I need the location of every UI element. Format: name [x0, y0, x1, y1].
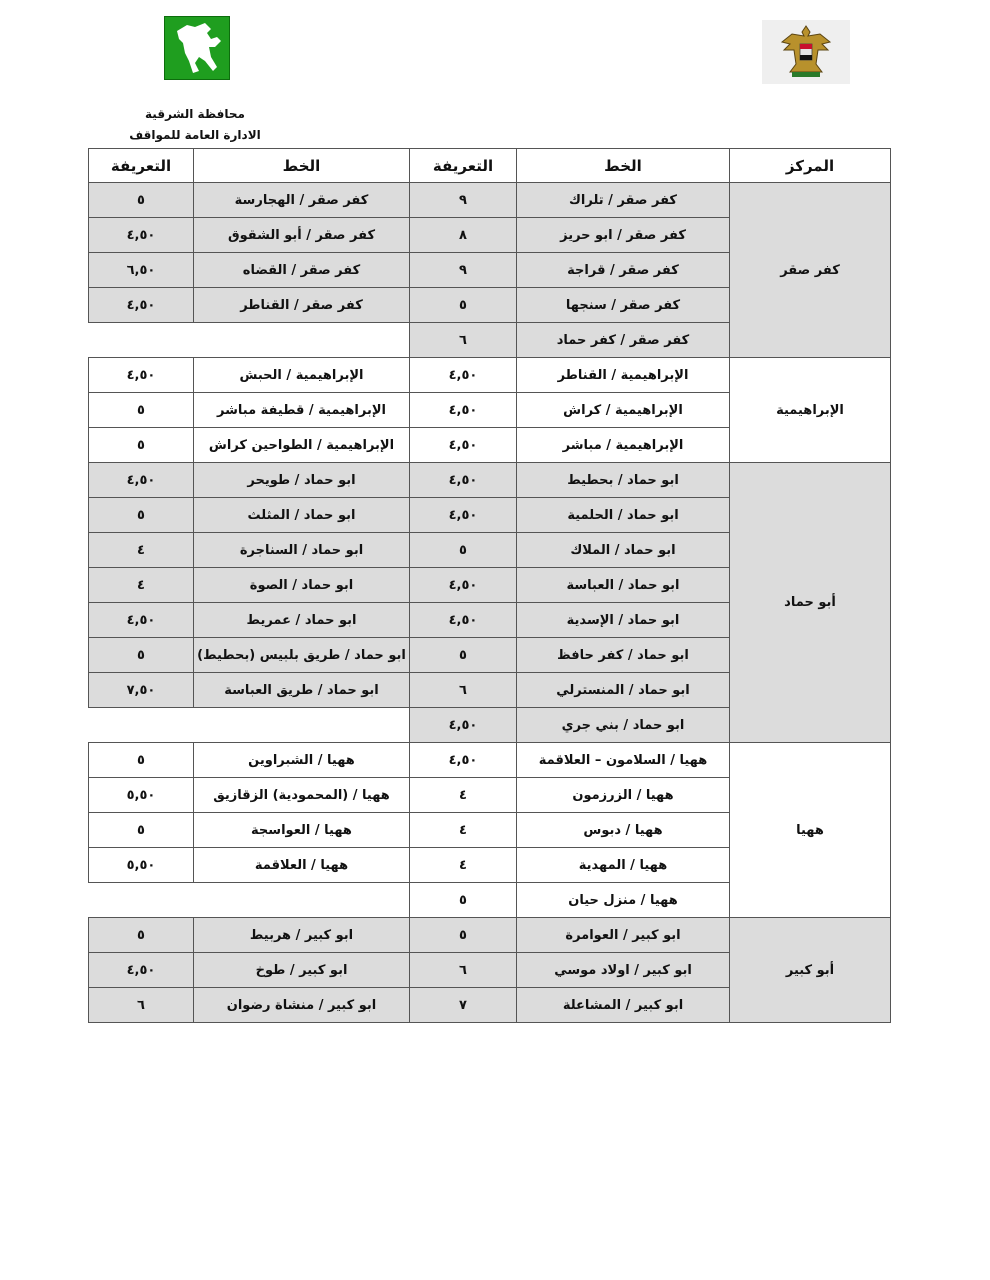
- fare-cell: ٤: [89, 568, 194, 603]
- fare-cell: ٧,٥٠: [89, 673, 194, 708]
- fare-cell: ٤,٥٠: [410, 743, 517, 778]
- table-row: [89, 183, 891, 218]
- fare-cell: ٤,٥٠: [410, 463, 517, 498]
- route-cell: ابو حماد / طويحر: [194, 463, 410, 498]
- fare-cell: ٤,٥٠: [410, 603, 517, 638]
- route-cell: ههيا / المهدية: [517, 848, 730, 883]
- route-cell: ههيا / (المحمودية) الزقازيق: [194, 778, 410, 813]
- route-cell: ابو حماد / العباسة: [517, 568, 730, 603]
- empty-cell: [89, 323, 410, 358]
- empty-cell: [89, 708, 410, 743]
- fare-cell: ٦,٥٠: [89, 253, 194, 288]
- governorate-name: محافظة الشرقية: [145, 107, 245, 121]
- fare-cell: ٦: [410, 323, 517, 358]
- route-cell: ابو حماد / الإسدية: [517, 603, 730, 638]
- table-row: [89, 463, 891, 498]
- fare-cell: ٥: [89, 743, 194, 778]
- fare-cell: ٤: [410, 778, 517, 813]
- fare-cell: ٤,٥٠: [89, 603, 194, 638]
- route-cell: الإبراهيمية / الطواحين كراش: [194, 428, 410, 463]
- route-cell: ههيا / الشبراوين: [194, 743, 410, 778]
- markaz-cell: الإبراهيمية: [730, 358, 891, 463]
- route-cell: ههيا / الزرزمون: [517, 778, 730, 813]
- fare-cell: ٤,٥٠: [89, 463, 194, 498]
- horse-emblem-icon: [165, 17, 229, 79]
- route-cell: كفر صقر / القناطر: [194, 288, 410, 323]
- markaz-cell: ههيا: [730, 743, 891, 918]
- fare-cell: ٤,٥٠: [410, 393, 517, 428]
- route-cell: الإبراهيمية / الحبش: [194, 358, 410, 393]
- route-cell: كفر صقر / ابو حريز: [517, 218, 730, 253]
- route-cell: كفر صقر / قراجة: [517, 253, 730, 288]
- fare-cell: ٨: [410, 218, 517, 253]
- fare-cell: ٤,٥٠: [410, 358, 517, 393]
- route-cell: ابو كبير / المشاعلة: [517, 988, 730, 1023]
- route-cell: ابو كبير / اولاد موسي: [517, 953, 730, 988]
- route-cell: ابو حماد / الصوة: [194, 568, 410, 603]
- fare-cell: ٤,٥٠: [410, 498, 517, 533]
- markaz-cell: أبو كبير: [730, 918, 891, 1023]
- governorate-logo: [164, 16, 230, 80]
- egypt-emblem: [762, 20, 850, 84]
- fare-cell: ٥: [89, 638, 194, 673]
- route-cell: ابو حماد / بني جري: [517, 708, 730, 743]
- fare-cell: ٥,٥٠: [89, 848, 194, 883]
- route-cell: الإبراهيمية / مباشر: [517, 428, 730, 463]
- route-cell: ابو حماد / كفر حافظ: [517, 638, 730, 673]
- fare-cell: ٤: [89, 533, 194, 568]
- route-cell: ههيا / منزل حيان: [517, 883, 730, 918]
- fare-cell: ٤,٥٠: [89, 288, 194, 323]
- route-cell: كفر صقر / الهجارسة: [194, 183, 410, 218]
- fare-cell: ٧: [410, 988, 517, 1023]
- fare-cell: ٥: [410, 533, 517, 568]
- eagle-emblem-icon: [762, 20, 850, 84]
- route-cell: الإبراهيمية / كراش: [517, 393, 730, 428]
- route-cell: الإبراهيمية / قطيفة مباشر: [194, 393, 410, 428]
- fare-cell: ٤,٥٠: [410, 708, 517, 743]
- fare-cell: ٥: [89, 498, 194, 533]
- fare-cell: ٤,٥٠: [410, 428, 517, 463]
- fare-cell: ٥: [410, 288, 517, 323]
- route-cell: ههيا / السلامون – العلاقمة: [517, 743, 730, 778]
- column-header-fare: التعريفة: [89, 149, 194, 183]
- route-cell: ابو حماد / عمريط: [194, 603, 410, 638]
- table-header-row: [89, 149, 891, 183]
- route-cell: ابو حماد / الحلمية: [517, 498, 730, 533]
- route-cell: ابو حماد / السناجرة: [194, 533, 410, 568]
- route-cell: الإبراهيمية / القناطر: [517, 358, 730, 393]
- route-cell: كفر صقر / أبو الشقوق: [194, 218, 410, 253]
- column-header-line: الخط: [194, 149, 410, 183]
- issuer-block: [110, 104, 280, 146]
- column-header-markaz: المركز: [730, 149, 891, 183]
- fare-cell: ٦: [410, 953, 517, 988]
- fare-cell: ٤: [410, 813, 517, 848]
- fare-cell: ٥: [410, 883, 517, 918]
- markaz-cell: أبو حماد: [730, 463, 891, 743]
- route-cell: ههيا / العواسجة: [194, 813, 410, 848]
- route-cell: ابو كبير / العوامرة: [517, 918, 730, 953]
- fare-cell: ٤,٥٠: [410, 568, 517, 603]
- fare-cell: ٦: [410, 673, 517, 708]
- route-cell: كفر صقر / كفر حماد: [517, 323, 730, 358]
- fare-cell: ٥: [89, 428, 194, 463]
- fare-cell: ٦: [89, 988, 194, 1023]
- route-cell: ابو كبير / طوخ: [194, 953, 410, 988]
- empty-cell: [89, 883, 410, 918]
- table-row: [89, 358, 891, 393]
- fare-cell: ٩: [410, 253, 517, 288]
- route-cell: ابو حماد / المنسترلي: [517, 673, 730, 708]
- fare-cell: ٥: [89, 393, 194, 428]
- route-cell: ههيا / دبوس: [517, 813, 730, 848]
- fares-table: [88, 148, 891, 1023]
- department-name: الادارة العامة للمواقف: [129, 128, 261, 142]
- route-cell: ابو حماد / المثلث: [194, 498, 410, 533]
- fare-cell: ٤: [410, 848, 517, 883]
- route-cell: ههيا / العلاقمة: [194, 848, 410, 883]
- column-header-line: الخط: [517, 149, 730, 183]
- table-row: [89, 918, 891, 953]
- column-header-fare: التعريفة: [410, 149, 517, 183]
- route-cell: ابو حماد / الملاك: [517, 533, 730, 568]
- fare-cell: ٤,٥٠: [89, 218, 194, 253]
- route-cell: كفر صقر / سنجها: [517, 288, 730, 323]
- route-cell: كفر صقر / القضاه: [194, 253, 410, 288]
- route-cell: ابو حماد / بحطيط: [517, 463, 730, 498]
- fare-cell: ٤,٥٠: [89, 953, 194, 988]
- fare-cell: ٥,٥٠: [89, 778, 194, 813]
- route-cell: ابو كبير / هربيط: [194, 918, 410, 953]
- route-cell: ابو كبير / منشاة رضوان: [194, 988, 410, 1023]
- fare-cell: ٥: [89, 813, 194, 848]
- route-cell: ابو حماد / طريق بلبيس (بحطيط): [194, 638, 410, 673]
- table-row: [89, 743, 891, 778]
- route-cell: كفر صقر / تلراك: [517, 183, 730, 218]
- fare-cell: ٥: [410, 638, 517, 673]
- fare-cell: ٩: [410, 183, 517, 218]
- fare-cell: ٥: [89, 918, 194, 953]
- route-cell: ابو حماد / طريق العباسة: [194, 673, 410, 708]
- markaz-cell: كفر صقر: [730, 183, 891, 358]
- fare-cell: ٤,٥٠: [89, 358, 194, 393]
- fare-cell: ٥: [89, 183, 194, 218]
- fare-cell: ٥: [410, 918, 517, 953]
